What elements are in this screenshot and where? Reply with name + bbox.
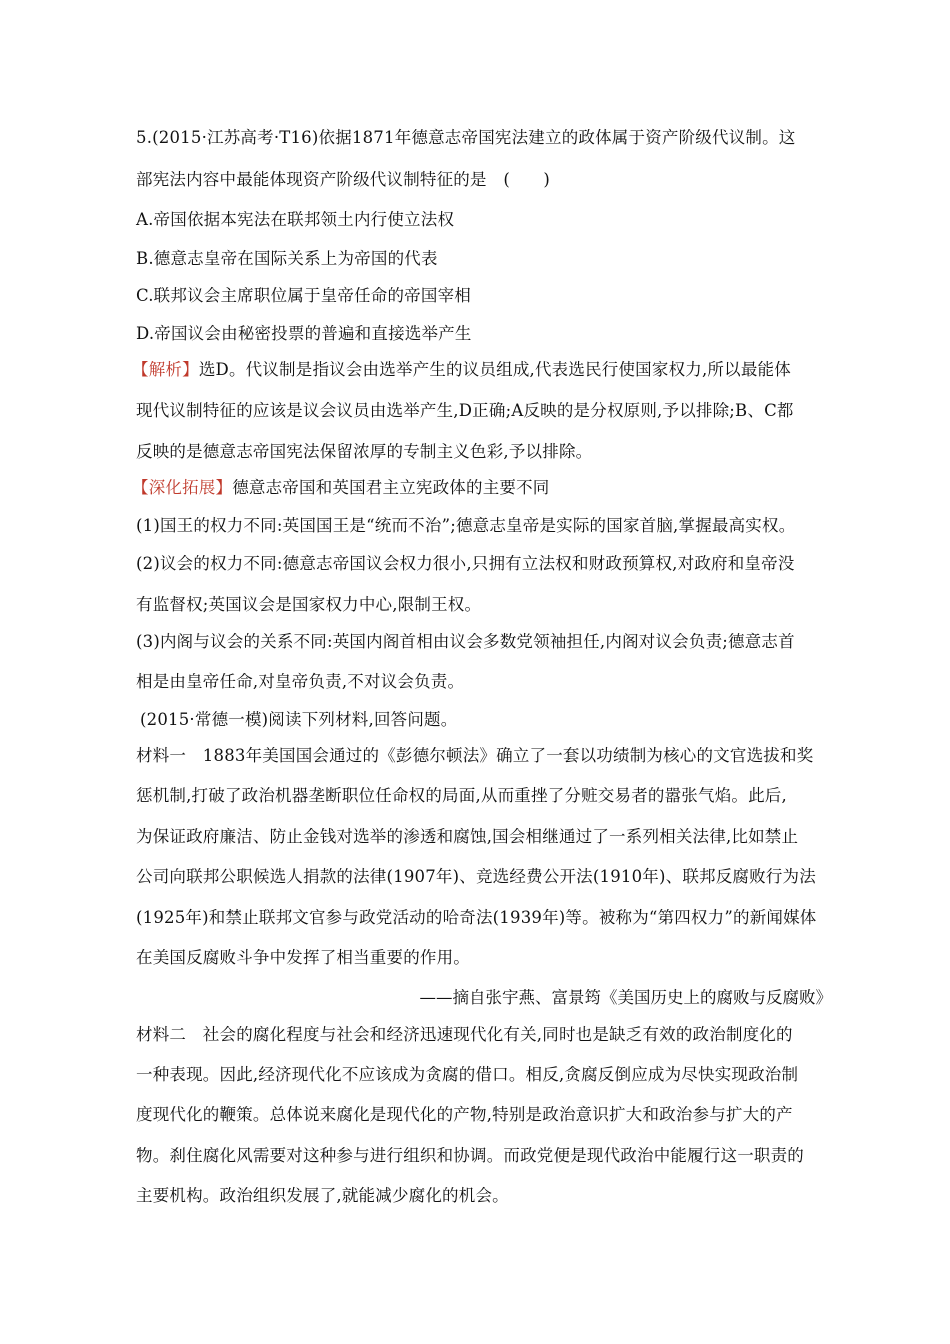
extension-heading [132,474,550,498]
extension-line-3: 有监督权;英国议会是国家权力中心,限制王权。 [136,595,482,614]
material-1-line-2: 惩机制,打破了政治机器垄断职位任命权的局面,从而重挫了分赃交易者的嚣张气焰。此后, [136,786,787,805]
material-2-line-3: 度现代化的鞭策。总体说来腐化是现代化的产物,特别是政治意识扩大和政治参与扩大的产 [136,1105,793,1124]
material-2-line-1: 材料二 社会的腐化程度与社会和经济迅速现代化有关,同时也是缺乏有效的政治制度化的 [136,1025,793,1044]
extension-line-5: 相是由皇帝任命,对皇帝负责,不对议会负责。 [136,672,465,691]
analysis-line-2: 现代议制特征的应该是议会议员由选举产生,D正确;A反映的是分权原则,予以排除;B、C都 [136,401,794,420]
extension-line-4: (3)内阁与议会的关系不同:英国内阁首相由议会多数党领袖担任,内阁对议会负责;德意志首 [136,632,795,651]
option-a: A.帝国依据本宪法在联邦领土内行使立法权 [136,210,455,229]
material-1-line-6: 在美国反腐败斗争中发挥了相当重要的作用。 [136,948,470,967]
material-2-line-4: 物。刹住腐化风需要对这种参与进行组织和协调。而政党便是现代政治中能履行这一职责的 [136,1146,804,1165]
extension-title: 德意志帝国和英国君主立宪政体的主要不同 [232,478,550,497]
option-c: C.联邦议会主席职位属于皇帝任命的帝国宰相 [136,286,471,305]
extension-line-2: (2)议会的权力不同:德意志帝国议会权力很小,只拥有立法权和财政预算权,对政府和皇帝没 [136,554,795,573]
material-2-line-2: 一种表现。因此,经济现代化不应该成为贪腐的借口。相反,贪腐反倒应成为尽快实现政治制 [136,1065,799,1084]
question-stem-line-2: 部宪法内容中最能体现资产阶级代议制特征的是 ( ) [136,170,551,189]
material-1-line-1: 材料一 1883年美国国会通过的《彭德尔顿法》确立了一套以功绩制为核心的文官选拔和奖 [136,746,814,765]
analysis-tag: 【解析】 [132,360,199,379]
question-stem-line-1: 5.(2015·江苏高考·T16)依据1871年德意志帝国宪法建立的政体属于资产阶级代议制。这 [136,128,796,147]
option-d: D.帝国议会由秘密投票的普遍和直接选举产生 [136,324,472,343]
extension-tag: 【深化拓展】 [132,478,233,497]
material-1-source: ——摘自张宇燕、富景筠《美国历史上的腐败与反腐败》 [419,988,832,1007]
option-b: B.德意志皇帝在国际关系上为帝国的代表 [136,249,438,268]
analysis-line-3: 反映的是德意志帝国宪法保留浓厚的专制主义色彩,予以排除。 [136,442,593,461]
material-1-line-5: (1925年)和禁止联邦文官参与政党活动的哈奇法(1939年)等。被称为“第四权力”的新闻媒体 [136,908,817,927]
extension-line-1: (1)国王的权力不同:英国国王是“统而不治”;德意志皇帝是实际的国家首脑,掌握最高实权。 [136,516,796,535]
analysis-text-1: 选D。代议制是指议会由选举产生的议员组成,代表选民行使国家权力,所以最能体 [198,360,791,379]
material-1-line-4: 公司向联邦公职候选人捐款的法律(1907年)、竞选经费公开法(1910年)、联邦反腐败行为法 [136,867,816,886]
material-2-line-5: 主要机构。政治组织发展了,就能减少腐化的机会。 [136,1186,509,1205]
reading-intro: (2015·常德一模)阅读下列材料,回答问题。 [140,710,458,729]
material-1-line-3: 为保证政府廉洁、防止金钱对选举的渗透和腐蚀,国会相继通过了一系列相关法律,比如禁止 [136,827,799,846]
analysis-line-1 [132,356,791,380]
